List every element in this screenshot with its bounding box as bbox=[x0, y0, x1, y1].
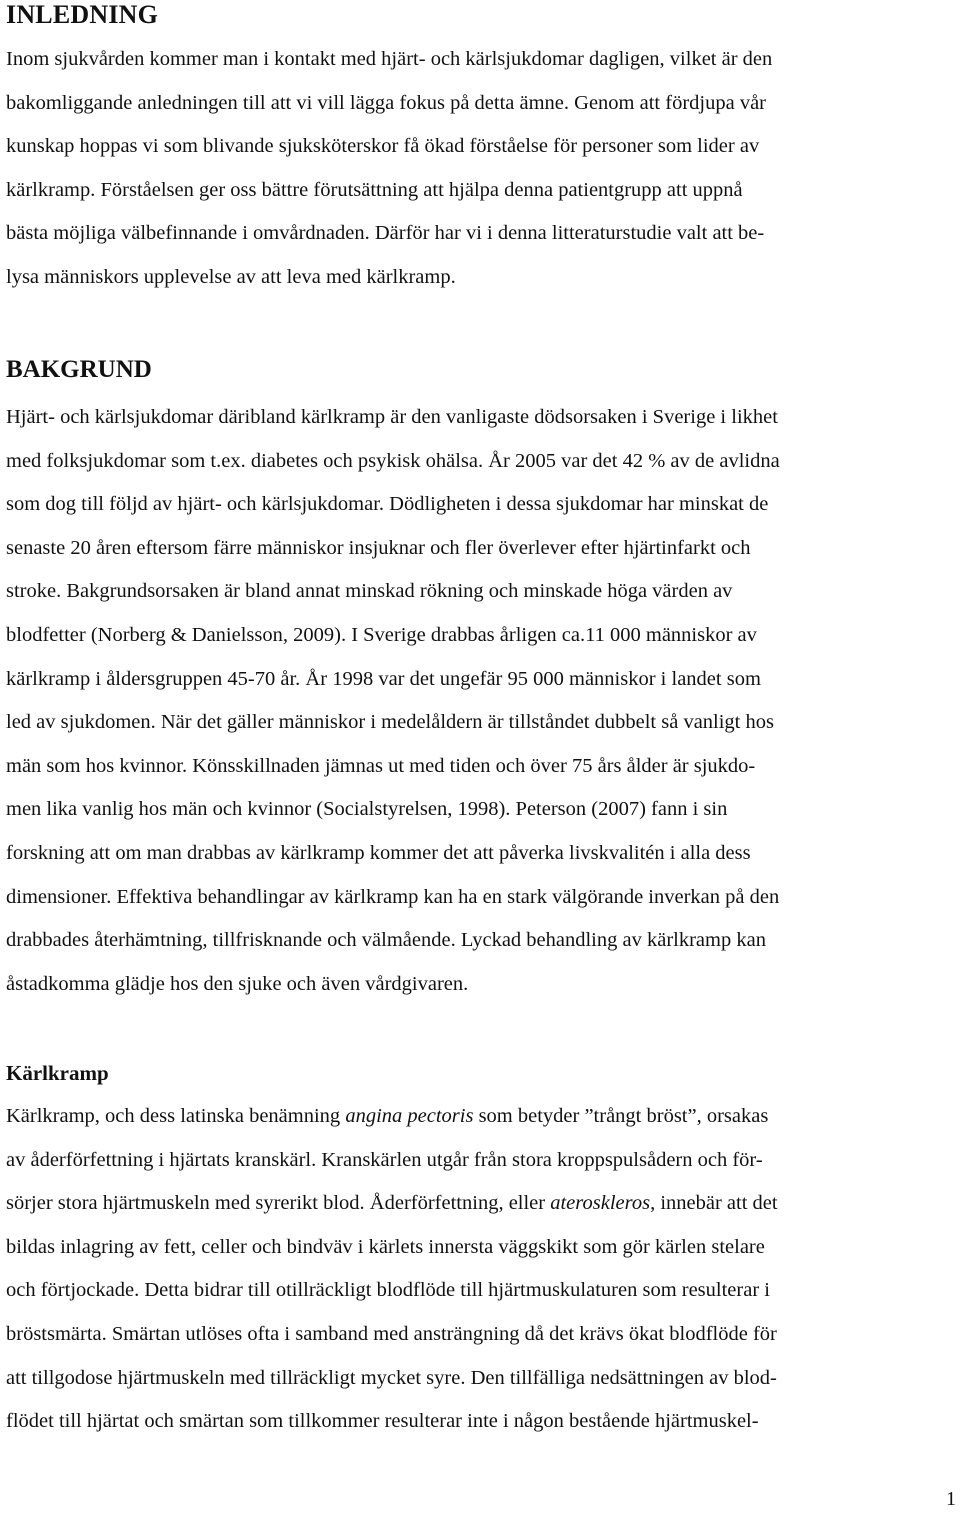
text-line: bildas inlagring av fett, celler och bindväv i kärlets innersta väggskikt som gör kärlen stelare bbox=[6, 1235, 765, 1258]
text-line: lysa människors upplevelse av att leva med kärlkramp. bbox=[6, 265, 456, 288]
section-title-bakgrund: BAKGRUND bbox=[6, 356, 152, 383]
text-line: senaste 20 åren eftersom färre människor insjuknar och fler överlever efter hjärtinfarkt och bbox=[6, 536, 751, 559]
text-line: forskning att om man drabbas av kärlkramp kommer det att påverka livskvalitén i alla dess bbox=[6, 841, 751, 864]
text-line: led av sjukdomen. När det gäller människor i medelåldern är tillståndet dubbelt så vanligt hos bbox=[6, 711, 774, 734]
paragraph-bakgrund bbox=[6, 396, 780, 1006]
text-line: bröstsmärta. Smärtan utlöses ofta i samband med ansträngning då det krävs ökat blodflöde för bbox=[6, 1322, 777, 1345]
section-title-karlkramp: Kärlkramp bbox=[6, 1061, 109, 1085]
text-line: blodfetter (Norberg & Danielsson, 2009). I Sverige drabbas årligen ca.11 000 människor av bbox=[6, 623, 757, 646]
text-line: bästa möjliga välbefinnande i omvårdnaden. Därför har vi i denna litteraturstudie valt att be- bbox=[6, 222, 765, 245]
text-line: stroke. Bakgrundsorsaken är bland annat minskad rökning och minskade höga värden av bbox=[6, 580, 733, 603]
text-line: drabbades återhämtning, tillfrisknande och välmående. Lyckad behandling av kärlkramp kan bbox=[6, 929, 766, 952]
text-run: som betyder ”trångt bröst”, orsakas bbox=[473, 1105, 769, 1127]
text-line bbox=[6, 1182, 778, 1226]
latin-term: angina pectoris bbox=[345, 1105, 474, 1127]
text-line: bakomliggande anledningen till att vi vill lägga fokus på detta ämne. Genom att fördjupa vår bbox=[6, 91, 766, 114]
paragraph-karlkramp bbox=[6, 1095, 778, 1444]
medical-term: ateroskleros bbox=[550, 1192, 651, 1215]
text-line: kärlkramp. Förståelsen ger oss bättre förutsättning att hjälpa denna patientgrupp att uppnå bbox=[6, 178, 743, 201]
text-line: åstadkomma glädje hos den sjuke och även vårdgivaren. bbox=[6, 972, 469, 995]
text-line bbox=[6, 1095, 778, 1139]
text-run: , innebär att det bbox=[650, 1192, 778, 1215]
text-line: som dog till följd av hjärt- och kärlsjukdomar. Dödligheten i dessa sjukdomar har minskat de bbox=[6, 493, 769, 516]
text-line: män som hos kvinnor. Könsskillnaden jämnas ut med tiden och över 75 års ålder är sjukdo- bbox=[6, 754, 756, 777]
text-line: dimensioner. Effektiva behandlingar av kärlkramp kan ha en stark välgörande inverkan på den bbox=[6, 885, 780, 908]
text-run: sörjer stora hjärtmuskeln med syrerikt blod. Åderförfettning, eller bbox=[6, 1192, 551, 1215]
page-number: 1 bbox=[946, 1488, 956, 1510]
text-line: med folksjukdomar som t.ex. diabetes och psykisk ohälsa. År 2005 var det 42 % av de avlidna bbox=[6, 449, 780, 472]
text-line: kunskap hoppas vi som blivande sjuksköterskor få ökad förståelse för personer som lider av bbox=[6, 135, 760, 158]
text-line: Hjärt- och kärlsjukdomar däribland kärlkramp är den vanligaste dödsorsaken i Sverige i likhet bbox=[6, 406, 778, 428]
text-run: Kärlkramp, och dess latinska benämning bbox=[6, 1105, 346, 1127]
section-title-inledning: INLEDNING bbox=[6, 0, 159, 29]
text-line: av åderförfettning i hjärtats kranskärl. Kranskärlen utgår från stora kroppspulsådern och för- bbox=[6, 1148, 763, 1171]
text-line: men lika vanlig hos män och kvinnor (Socialstyrelsen, 1998). Peterson (2007) fann i sin bbox=[6, 798, 728, 821]
text-line: och förtjockade. Detta bidrar till otillräckligt blodflöde till hjärtmuskulaturen som resulterar i bbox=[6, 1279, 770, 1302]
text-line: att tillgodose hjärtmuskeln med tillräckligt mycket syre. Den tillfälliga nedsättningen av blod- bbox=[6, 1366, 777, 1389]
text-line: kärlkramp i åldersgruppen 45-70 år. År 1998 var det ungefär 95 000 människor i landet som bbox=[6, 667, 761, 690]
paragraph-inledning bbox=[6, 38, 772, 300]
text-line: flödet till hjärtat och smärtan som tillkommer resulterar inte i någon bestående hjärtmuskel- bbox=[6, 1410, 759, 1433]
text-line: Inom sjukvården kommer man i kontakt med hjärt- och kärlsjukdomar dagligen, vilket är den bbox=[6, 48, 773, 70]
